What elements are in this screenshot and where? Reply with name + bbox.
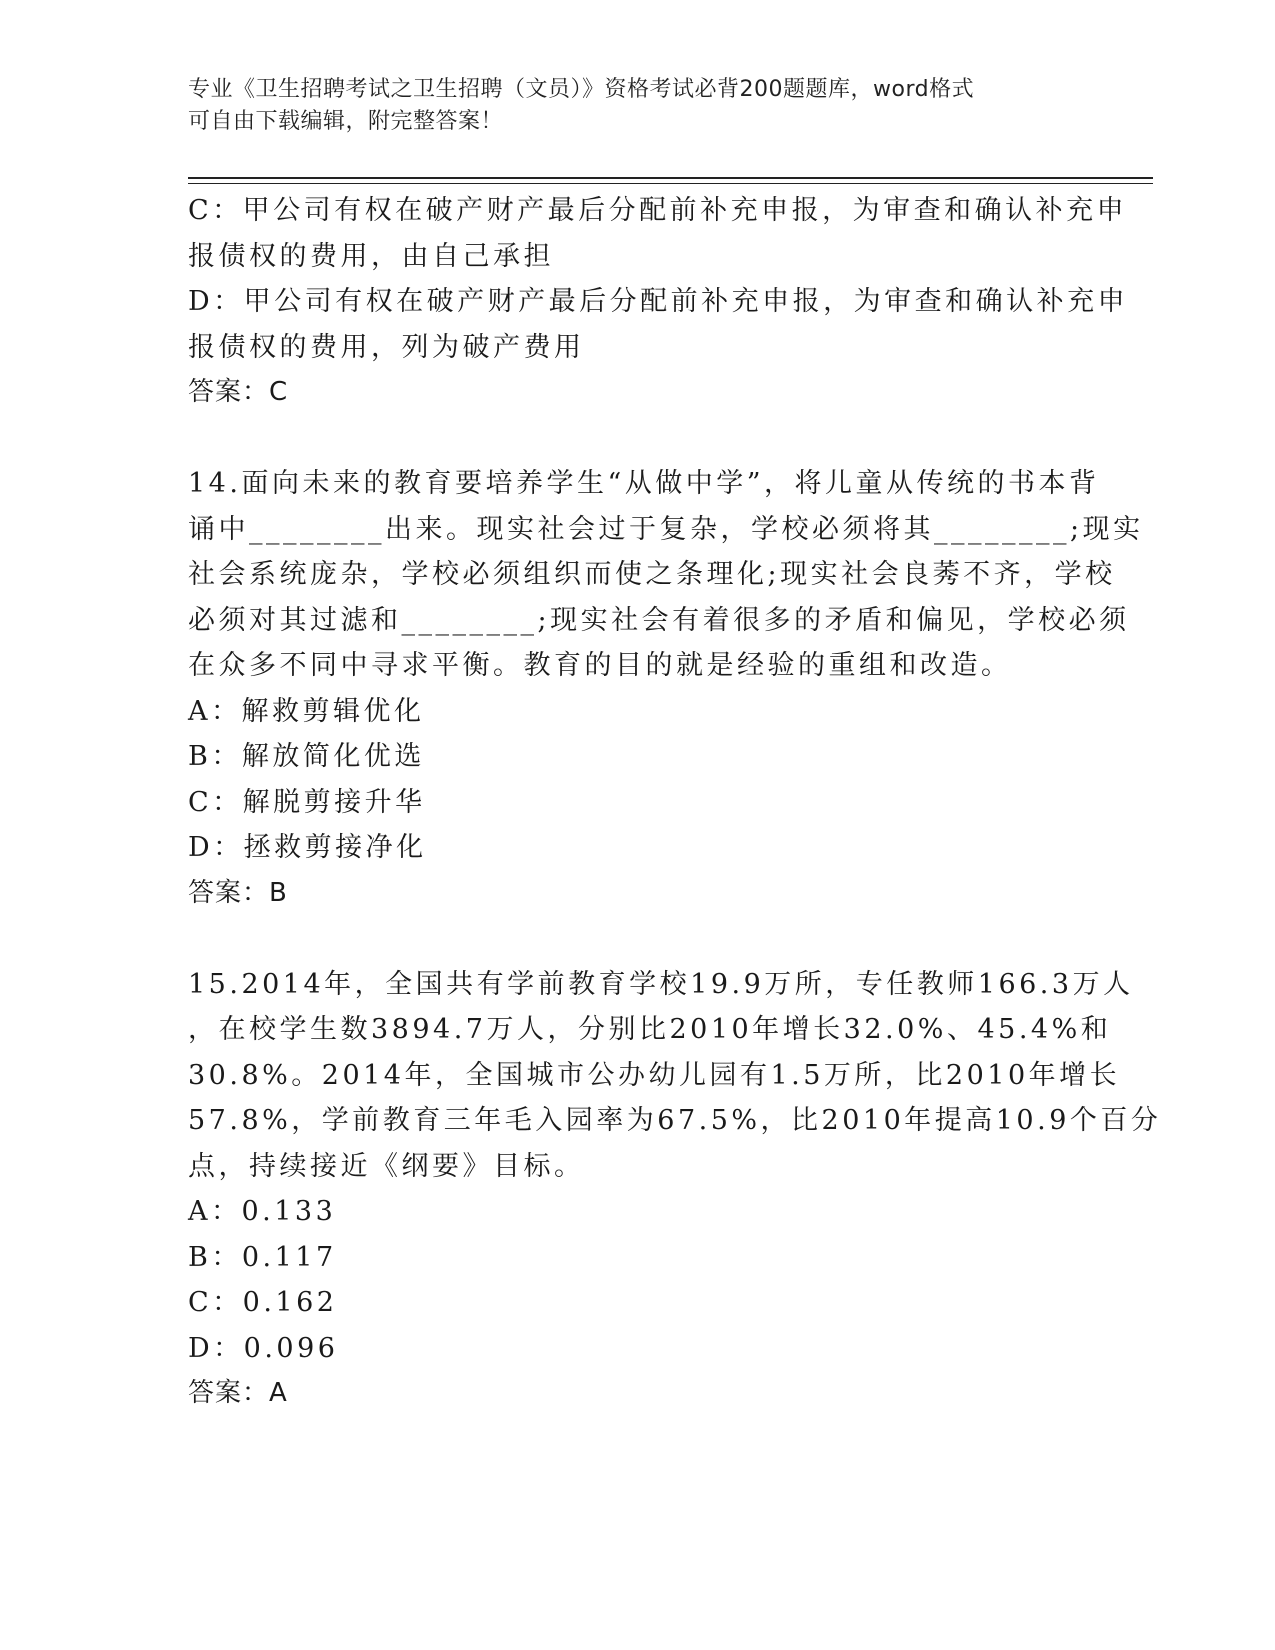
q13-option-c-line-1: C：甲公司有权在破产财产最后分配前补充申报，为审查和确认补充申 — [188, 195, 1128, 226]
q15-stem-line-1: 15.2014年，全国共有学前教育学校19.9万所，专任教师166.3万人 — [188, 968, 1134, 1000]
document-header — [188, 74, 1068, 138]
q15-option-a: A：0.133 — [188, 1196, 337, 1227]
q15-stem-line-5: 点，持续接近《纲要》目标。 — [188, 1150, 585, 1182]
q13-option-d-line-1: D：甲公司有权在破产财产最后分配前补充申报，为审查和确认补充申 — [188, 286, 1129, 317]
q14-option-d: D：拯救剪接净化 — [188, 832, 427, 863]
q15-answer: 答案：A — [188, 1378, 288, 1408]
header-title-line-1: 专业《卫生招聘考试之卫生招聘（文员）》资格考试必背200题题库，word格式 — [188, 77, 975, 102]
question-13-tail — [188, 188, 1129, 416]
q14-stem-line-3: 社会系统庞杂，学校必须组织而使之条理化;现实社会良莠不齐，学校 — [188, 559, 1116, 590]
question-15 — [188, 962, 1162, 1417]
q15-stem-line-4: 57.8%，学前教育三年毛入园率为67.5%，比2010年提高10.9个百分 — [188, 1105, 1162, 1136]
q15-option-b: B：0.117 — [188, 1241, 337, 1273]
q15-stem-line-2: ，在校学生数3894.7万人，分别比2010年增长32.0%、45.4%和 — [188, 1014, 1112, 1045]
q13-option-d-line-2: 报债权的费用，列为破产费用 — [188, 331, 585, 363]
q14-option-a: A：解救剪辑优化 — [188, 695, 425, 727]
q13-option-c-line-2: 报债权的费用，由自己承担 — [188, 240, 554, 272]
q14-stem-line-4: 必须对其过滤和________;现实社会有着很多的矛盾和偏见，学校必须 — [188, 604, 1130, 636]
spacer — [188, 416, 1088, 462]
q14-stem-line-1: 14.面向未来的教育要培养学生“从做中学”，将儿童从传统的书本背 — [188, 468, 1100, 499]
q15-option-c: C：0.162 — [188, 1287, 338, 1318]
q13-answer: 答案：C — [188, 377, 289, 407]
header-divider-thick — [188, 177, 1153, 179]
q14-option-b: B：解放简化优选 — [188, 741, 425, 772]
header-title-line-2: 可自由下载编辑，附完整答案！ — [188, 109, 504, 134]
document-body — [188, 188, 1162, 1417]
q15-stem-line-3: 30.8%。2014年，全国城市公办幼儿园有1.5万所，比2010年增长 — [188, 1059, 1121, 1091]
q15-option-d: D：0.096 — [188, 1332, 339, 1364]
q14-stem-line-2: 诵中________出来。现实社会过于复杂，学校必须将其________;现实 — [188, 513, 1144, 545]
q14-answer: 答案：B — [188, 877, 288, 908]
header-divider-thin — [188, 183, 1153, 184]
q14-option-c: C：解脱剪接升华 — [188, 786, 426, 818]
spacer — [188, 916, 1088, 962]
q14-stem-line-5: 在众多不同中寻求平衡。教育的目的就是经验的重组和改造。 — [188, 650, 1012, 681]
question-14 — [188, 461, 1144, 916]
